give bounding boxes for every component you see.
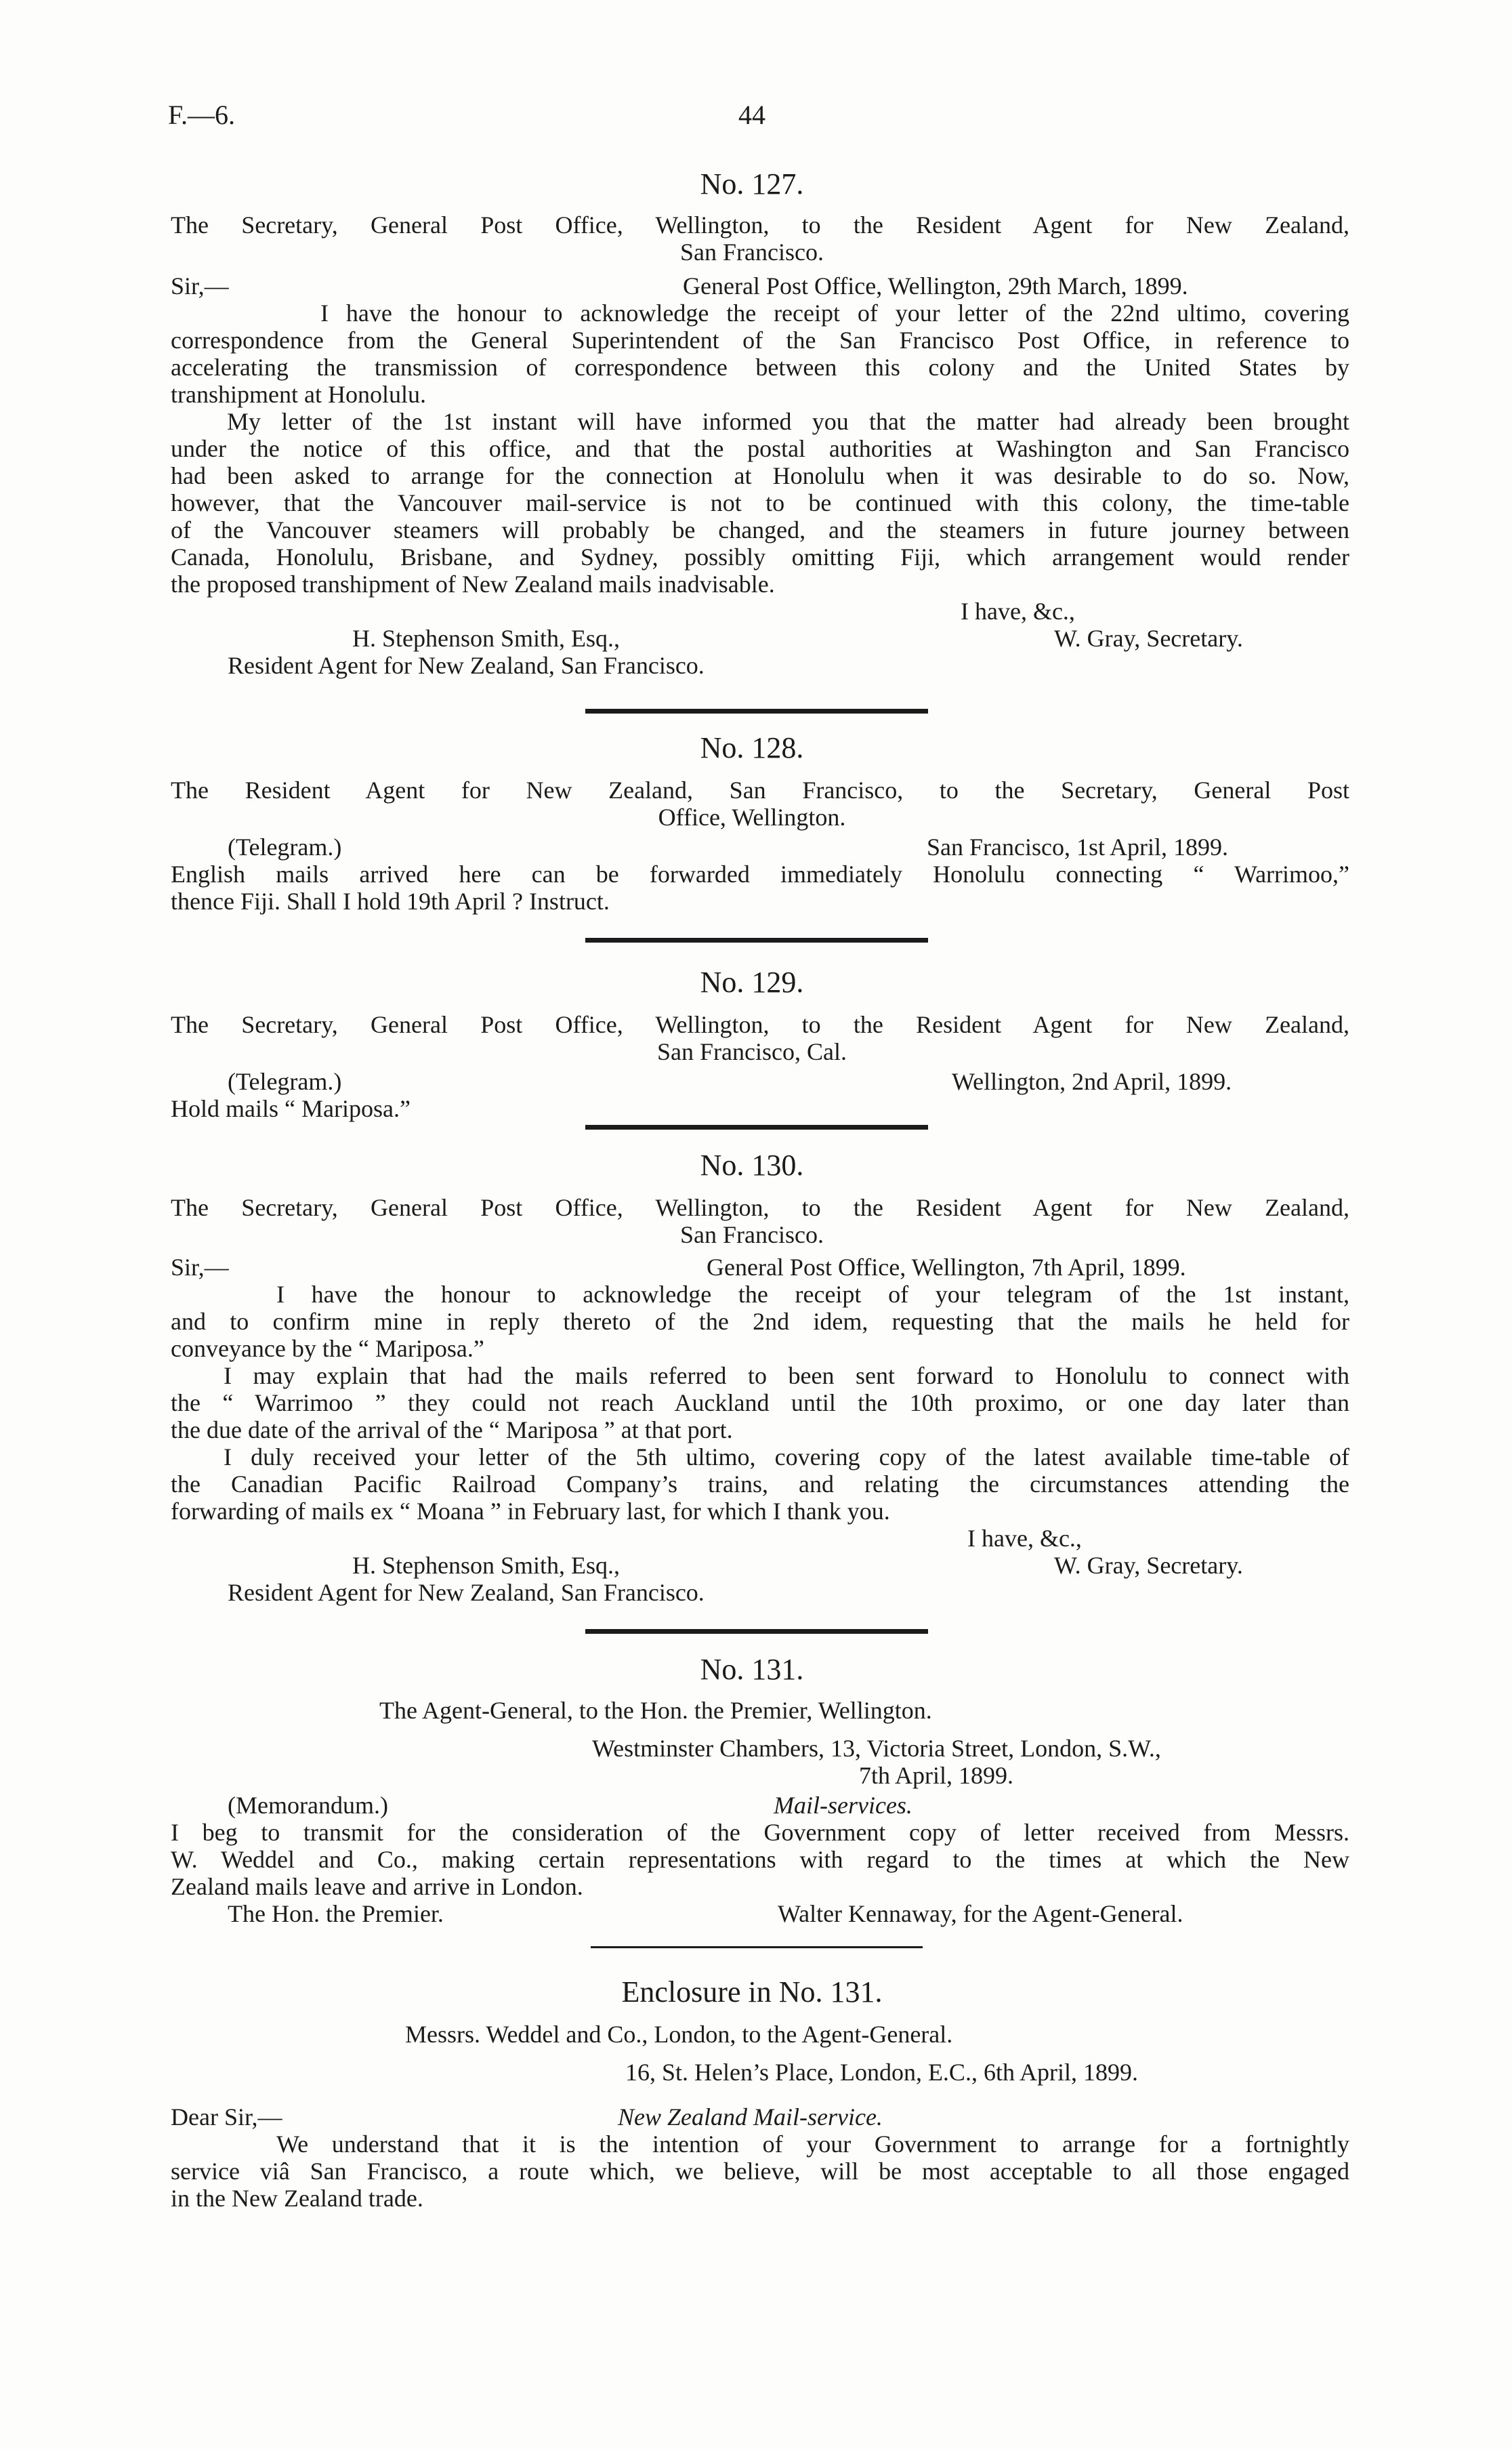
enclosure-salutation: Dear Sir,— xyxy=(171,2103,282,2131)
letter-131-body-line: W. Weddel and Co., making certain representations with regard to the times at which the New xyxy=(171,1846,1349,1873)
letter-129-heading: No. 129. xyxy=(700,966,804,999)
letter-127-addressee: The Secretary, General Post Office, Wellington, to the Resident Agent for New Zealand, xyxy=(171,211,1349,239)
letter-127-heading: No. 127. xyxy=(700,167,804,201)
letter-127-body-line: however, that the Vancouver mail-service is not to be continued with this colony, the time-table xyxy=(171,489,1349,516)
section-rule xyxy=(585,938,928,943)
letter-127-body-line: accelerating the transmission of correspondence between this colony and the United States by xyxy=(171,354,1349,381)
letter-127-body-line: under the notice of this office, and that the postal authorities at Washington and San Francisco xyxy=(171,435,1349,462)
letter-130-body-line: the due date of the arrival of the “ Mariposa ” at that port. xyxy=(171,1416,733,1443)
letter-129-addressee: San Francisco, Cal. xyxy=(657,1038,847,1065)
letter-127-body-line: the proposed transhipment of New Zealand mails inadvisable. xyxy=(171,571,775,598)
letter-130-salutation: Sir,— xyxy=(171,1254,229,1281)
letter-131-body-line: I beg to transmit for the consideration of the Government copy of letter received from Messrs. xyxy=(171,1819,1349,1846)
letter-130-addressee: San Francisco. xyxy=(680,1221,824,1248)
letter-130-recipient-title: Resident Agent for New Zealand, San Francisco. xyxy=(228,1579,705,1606)
letter-130-body-line: conveyance by the “ Mariposa.” xyxy=(171,1335,484,1362)
section-rule xyxy=(585,1629,928,1634)
letter-130-body-line: I duly received your letter of the 5th ultimo, covering copy of the latest available time-table of xyxy=(224,1443,1349,1470)
letter-130-body-line: I have the honour to acknowledge the receipt of your telegram of the 1st instant, xyxy=(276,1281,1349,1308)
enclosure-from-line: Messrs. Weddel and Co., London, to the Agent-General. xyxy=(405,2021,953,2048)
letter-128-body-line: thence Fiji. Shall I hold 19th April ? Instruct. xyxy=(171,888,610,915)
letter-128-heading: No. 128. xyxy=(700,731,804,764)
letter-128-addressee: The Resident Agent for New Zealand, San Francisco, to the Secretary, General Post xyxy=(171,777,1349,804)
letter-129-addressee: The Secretary, General Post Office, Wellington, to the Resident Agent for New Zealand, xyxy=(171,1011,1349,1038)
letter-130-closing: I have, &c., xyxy=(967,1525,1082,1552)
letter-128-dateline: San Francisco, 1st April, 1899. xyxy=(927,834,1228,861)
letter-127-body-line: of the Vancouver steamers will probably be changed, and the steamers in future journey between xyxy=(171,516,1349,543)
letter-131-medium: (Memorandum.) xyxy=(228,1792,388,1819)
letter-127-body-line: correspondence from the General Superintendent of the San Francisco Post Office, in reference to xyxy=(171,327,1349,354)
letter-129-medium: (Telegram.) xyxy=(228,1068,342,1095)
letter-127-salutation: Sir,— xyxy=(171,272,229,300)
letter-131-address: Westminster Chambers, 13, Victoria Street, London, S.W., xyxy=(592,1735,1161,1762)
section-rule xyxy=(585,709,928,714)
enclosure-heading: Enclosure in No. 131. xyxy=(621,1975,883,2009)
letter-127-signature: W. Gray, Secretary. xyxy=(1054,625,1243,652)
letter-130-addressee: The Secretary, General Post Office, Wellington, to the Resident Agent for New Zealand, xyxy=(171,1194,1349,1221)
page-number: 44 xyxy=(738,100,765,130)
letter-129-dateline: Wellington, 2nd April, 1899. xyxy=(952,1068,1232,1095)
letter-127-body-line: transhipment at Honolulu. xyxy=(171,381,426,408)
enclosure-dateline: 16, St. Helen’s Place, London, E.C., 6th April, 1899. xyxy=(625,2059,1138,2086)
letter-127-closing: I have, &c., xyxy=(961,598,1075,625)
letter-130-recipient-name: H. Stephenson Smith, Esq., xyxy=(352,1552,621,1579)
document-reference: F.—6. xyxy=(168,100,236,130)
letter-129-body-line: Hold mails “ Mariposa.” xyxy=(171,1095,411,1122)
letter-130-signature: W. Gray, Secretary. xyxy=(1054,1552,1243,1579)
letter-127-body-line: Canada, Honolulu, Brisbane, and Sydney, possibly omitting Fiji, which arrangement would render xyxy=(171,543,1349,571)
letter-127-body-line: I have the honour to acknowledge the receipt of your letter of the 22nd ultimo, covering xyxy=(320,300,1349,327)
enclosure-subject: New Zealand Mail-service. xyxy=(618,2103,883,2131)
letter-131-body-line: Zealand mails leave and arrive in London. xyxy=(171,1873,583,1900)
letter-131-recipient: The Hon. the Premier. xyxy=(228,1900,444,1927)
letter-131-heading: No. 131. xyxy=(700,1653,804,1686)
letter-127-addressee: San Francisco. xyxy=(680,239,824,266)
letter-130-body-line: forwarding of mails ex “ Moana ” in February last, for which I thank you. xyxy=(171,1498,890,1525)
enclosure-body-line: in the New Zealand trade. xyxy=(171,2185,423,2212)
letter-128-medium: (Telegram.) xyxy=(228,834,342,861)
enclosure-body-line: We understand that it is the intention of your Government to arrange for a fortnightly xyxy=(276,2131,1349,2158)
letter-127-body-line: My letter of the 1st instant will have informed you that the matter had already been brought xyxy=(227,408,1349,435)
letter-130-body-line: the “ Warrimoo ” they could not reach Auckland until the 10th proximo, or one day later than xyxy=(171,1389,1349,1416)
section-rule xyxy=(591,1946,923,1948)
letter-131-subject: Mail-services. xyxy=(774,1792,912,1819)
letter-130-dateline: General Post Office, Wellington, 7th April, 1899. xyxy=(707,1254,1186,1281)
enclosure-body-line: service viâ San Francisco, a route which, we believe, will be most acceptable to all those engaged xyxy=(171,2158,1349,2185)
letter-131-date: 7th April, 1899. xyxy=(859,1762,1014,1789)
letter-131-signature: Walter Kennaway, for the Agent-General. xyxy=(778,1900,1183,1927)
letter-130-heading: No. 130. xyxy=(700,1149,804,1182)
letter-131-addressee: The Agent-General, to the Hon. the Premier, Wellington. xyxy=(379,1697,932,1724)
letter-127-body-line: had been asked to arrange for the connection at Honolulu when it was desirable to do so. Now, xyxy=(171,462,1349,489)
letter-130-body-line: I may explain that had the mails referred to been sent forward to Honolulu to connect with xyxy=(224,1362,1349,1389)
letter-127-recipient-title: Resident Agent for New Zealand, San Francisco. xyxy=(228,652,705,679)
letter-127-dateline: General Post Office, Wellington, 29th March, 1899. xyxy=(683,272,1188,300)
letter-128-body-line: English mails arrived here can be forwarded immediately Honolulu connecting “ Warrimoo,” xyxy=(171,861,1349,888)
letter-130-body-line: the Canadian Pacific Railroad Company’s trains, and relating the circumstances attending the xyxy=(171,1470,1349,1498)
letter-130-body-line: and to confirm mine in reply thereto of the 2nd idem, requesting that the mails he held for xyxy=(171,1308,1349,1335)
section-rule xyxy=(585,1125,928,1130)
letter-127-recipient-name: H. Stephenson Smith, Esq., xyxy=(352,625,621,652)
letter-128-addressee: Office, Wellington. xyxy=(658,804,846,831)
